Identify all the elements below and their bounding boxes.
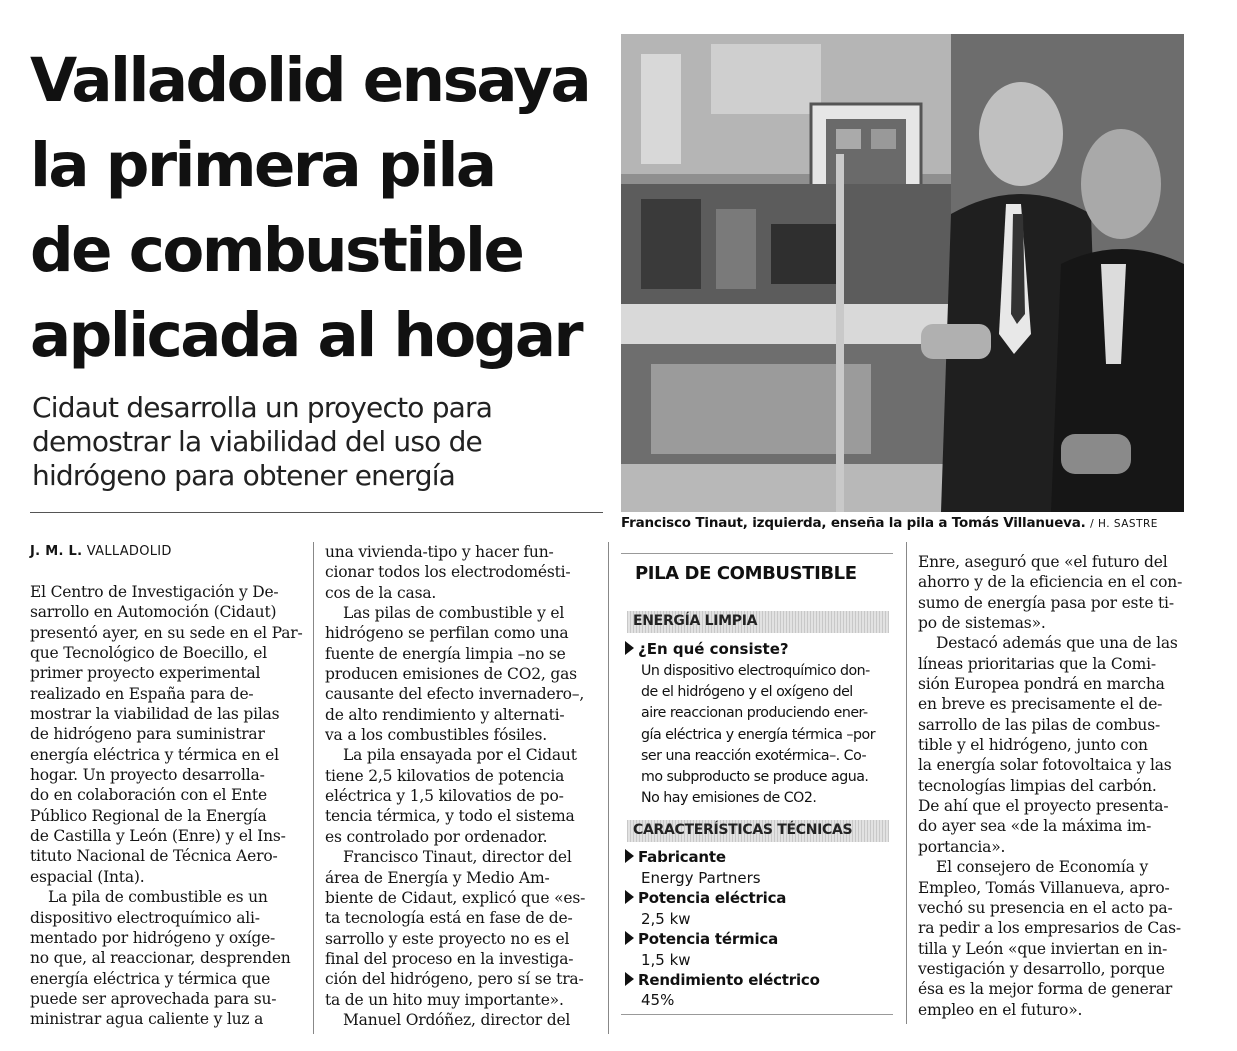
- text-line: hogar. Un proyecto desarrolla-: [30, 766, 265, 785]
- photo-caption: [621, 515, 1221, 531]
- text-line: es controlado por ordenador.: [325, 827, 548, 846]
- spec-value: Energy Partners: [641, 869, 761, 887]
- text-line: dispositivo electroquímico ali-: [30, 908, 260, 927]
- arrow-icon: [625, 931, 634, 945]
- text-line: fuente de energía limpia –no se: [325, 644, 566, 663]
- spec-label: [625, 848, 726, 866]
- text-line: la energía solar fotovoltaica y las: [918, 756, 1172, 775]
- text-line: cos de la casa.: [325, 583, 437, 602]
- text-line: aire reaccionan produciendo ener-: [641, 705, 868, 722]
- text-line: La pila ensayada por el Cidaut: [343, 746, 577, 765]
- text-line: de alto rendimiento y alternati-: [325, 705, 565, 724]
- text-line: Destacó además que una de las: [936, 634, 1178, 653]
- text-line: ministrar agua caliente y luz a: [30, 1010, 264, 1029]
- text-line: mostrar la viabilidad de las pilas: [30, 705, 280, 724]
- arrow-icon: [625, 972, 634, 986]
- column-divider: [906, 542, 907, 1024]
- text-line: tilla y León «que inviertan en in-: [918, 939, 1168, 958]
- text-line: ahorro y de la eficiencia en el con-: [918, 573, 1183, 592]
- spec-value: 2,5 kw: [641, 910, 691, 928]
- headline-line: Valladolid ensaya: [30, 45, 590, 116]
- text-line: mo subproducto se produce agua.: [641, 769, 869, 786]
- text-line: tecnologías limpias del carbón.: [918, 776, 1157, 795]
- subheadline-line: hidrógeno para obtener energía: [32, 459, 456, 492]
- text-line: vestigación y desarrollo, porque: [918, 959, 1165, 978]
- text-line: presentó ayer, en su sede en el Par-: [30, 623, 303, 642]
- column-divider: [313, 542, 314, 1034]
- spec-value: 45%: [641, 991, 675, 1009]
- headline: [30, 38, 610, 378]
- text-line: No hay emisiones de CO2.: [641, 790, 817, 807]
- question-text: ¿En qué consiste?: [638, 640, 789, 658]
- arrow-icon: [625, 849, 634, 863]
- text-line: que Tecnológico de Boecillo, el: [30, 644, 268, 663]
- text-line: Manuel Ordóñez, director del: [343, 1010, 571, 1029]
- text-line: líneas prioritarias que la Comi-: [918, 654, 1156, 673]
- text-line: sarrollo de las pilas de combus-: [918, 715, 1161, 734]
- subheadline-line: Cidaut desarrolla un proyecto para: [32, 391, 493, 424]
- text-line: tiene 2,5 kilovatios de potencia: [325, 766, 565, 785]
- subheadline-line: demostrar la viabilidad del uso de: [32, 425, 482, 458]
- spec-label-text: Rendimiento eléctrico: [638, 971, 820, 989]
- text-line: final del proceso en la investiga-: [325, 949, 574, 968]
- arrow-icon: [625, 641, 634, 655]
- text-line: de el hidrógeno y el oxígeno del: [641, 684, 853, 701]
- text-line: El consejero de Economía y: [936, 858, 1149, 877]
- text-line: ta de un hito muy importante».: [325, 990, 564, 1009]
- text-line: sumo de energía pasa por este ti-: [918, 593, 1174, 612]
- text-line: de hidrógeno para suministrar: [30, 725, 265, 744]
- text-line: El Centro de Investigación y De-: [30, 583, 279, 601]
- caption-text: Francisco Tinaut, izquierda, enseña la pila a Tomás Villanueva.: [621, 515, 1086, 531]
- text-line: tituto Nacional de Técnica Aero-: [30, 847, 278, 866]
- text-line: una vivienda-tipo y hacer fun-: [325, 543, 554, 561]
- section-bar: [627, 611, 889, 633]
- text-line: De ahí que el proyecto presenta-: [918, 797, 1169, 816]
- text-line: no que, al reaccionar, desprenden: [30, 949, 291, 968]
- text-line: área de Energía y Medio Am-: [325, 868, 550, 887]
- text-line: energía eléctrica y térmica en el: [30, 745, 279, 764]
- article-column-1: [30, 542, 302, 1030]
- headline-line: la primera pila: [30, 130, 495, 201]
- text-line: biente de Cidaut, explicó que «es-: [325, 888, 586, 907]
- photo-credit: / H. SASTRE: [1090, 518, 1158, 530]
- text-line: sión Europea pondrá en marcha: [918, 675, 1165, 694]
- section-title: CARACTERÍSTICAS TÉCNICAS: [633, 822, 853, 838]
- text-line: Las pilas de combustible y el: [343, 604, 565, 623]
- article-photo: [621, 34, 1184, 512]
- text-line: espacial (Inta).: [30, 867, 145, 886]
- info-box: [621, 553, 893, 1015]
- text-line: ta tecnología está en fase de de-: [325, 909, 573, 928]
- text-line: Público Regional de la Energía: [30, 806, 267, 825]
- spec-label-text: Potencia eléctrica: [638, 889, 787, 907]
- byline-place: VALLADOLID: [86, 544, 172, 559]
- divider: [30, 512, 603, 513]
- text-line: empleo en el futuro».: [918, 1000, 1083, 1019]
- spec-label-text: Potencia térmica: [638, 930, 779, 948]
- question-heading: [625, 640, 789, 658]
- text-line: Enre, aseguró que «el futuro del: [918, 553, 1168, 571]
- article-column-2: [325, 542, 597, 1030]
- text-line: po de sistemas».: [918, 614, 1046, 633]
- text-line: primer proyecto experimental: [30, 664, 261, 683]
- text-line: Empleo, Tomás Villanueva, apro-: [918, 878, 1170, 897]
- text-line: cionar todos los electrodomésti-: [325, 563, 571, 582]
- text-line: ción del hidrógeno, pero sí se tra-: [325, 970, 584, 989]
- text-line: sarrollo y este proyecto no es el: [325, 929, 570, 948]
- text-line: eléctrica y 1,5 kilovatios de po-: [325, 787, 564, 806]
- section-bar: [627, 820, 889, 842]
- spec-label: [625, 971, 820, 989]
- text-line: en breve es precisamente el de-: [918, 695, 1163, 714]
- text-line: do en colaboración con el Ente: [30, 786, 267, 805]
- section-title: ENERGÍA LIMPIA: [633, 613, 758, 629]
- byline: [30, 542, 302, 582]
- text-line: tencia térmica, y todo el sistema: [325, 807, 575, 826]
- text-line: energía eléctrica y térmica que: [30, 969, 271, 988]
- answer-text: [641, 661, 891, 809]
- text-line: Francisco Tinaut, director del: [343, 848, 572, 867]
- text-line: realizado en España para de-: [30, 684, 254, 703]
- text-line: ra pedir a los empresarios de Cas-: [918, 919, 1181, 938]
- column-divider: [608, 542, 609, 1034]
- text-line: de Castilla y León (Enre) y el Ins-: [30, 827, 286, 846]
- spec-value: 1,5 kw: [641, 951, 691, 969]
- text-line: sarrollo en Automoción (Cidaut): [30, 603, 277, 622]
- headline-line: aplicada al hogar: [30, 300, 582, 371]
- text-line: La pila de combustible es un: [48, 888, 268, 907]
- headline-line: de combustible: [30, 215, 523, 286]
- spec-label: [625, 889, 786, 907]
- text-line: puede ser aprovechada para su-: [30, 989, 277, 1008]
- spec-label: [625, 930, 778, 948]
- text-line: gía eléctrica y energía térmica –por: [641, 726, 876, 743]
- photo-illustration: [621, 34, 1184, 512]
- text-line: producen emisiones de CO2, gas: [325, 665, 577, 684]
- text-line: hidrógeno se perfilan como una: [325, 624, 569, 643]
- byline-author: J. M. L.: [30, 544, 83, 559]
- text-line: va a los combustibles fósiles.: [325, 726, 547, 745]
- arrow-icon: [625, 890, 634, 904]
- text-line: do ayer sea «de la máxima im-: [918, 817, 1152, 836]
- text-line: vechó su presencia en el acto pa-: [918, 898, 1173, 917]
- subheadline: [32, 391, 612, 493]
- text-line: Un dispositivo electroquímico don-: [641, 663, 870, 679]
- article-column-4: [918, 552, 1193, 1020]
- text-line: portancia».: [918, 837, 1006, 856]
- text-line: ésa es la mejor forma de generar: [918, 980, 1173, 999]
- info-box-title: PILA DE COMBUSTIBLE: [635, 563, 857, 584]
- spec-label-text: Fabricante: [638, 848, 726, 866]
- text-line: mentado por hidrógeno y oxíge-: [30, 928, 276, 947]
- text-line: causante del efecto invernadero–,: [325, 685, 585, 704]
- text-line: tible y el hidrógeno, junto con: [918, 736, 1148, 755]
- text-line: ser una reacción exotérmica–. Co-: [641, 747, 867, 764]
